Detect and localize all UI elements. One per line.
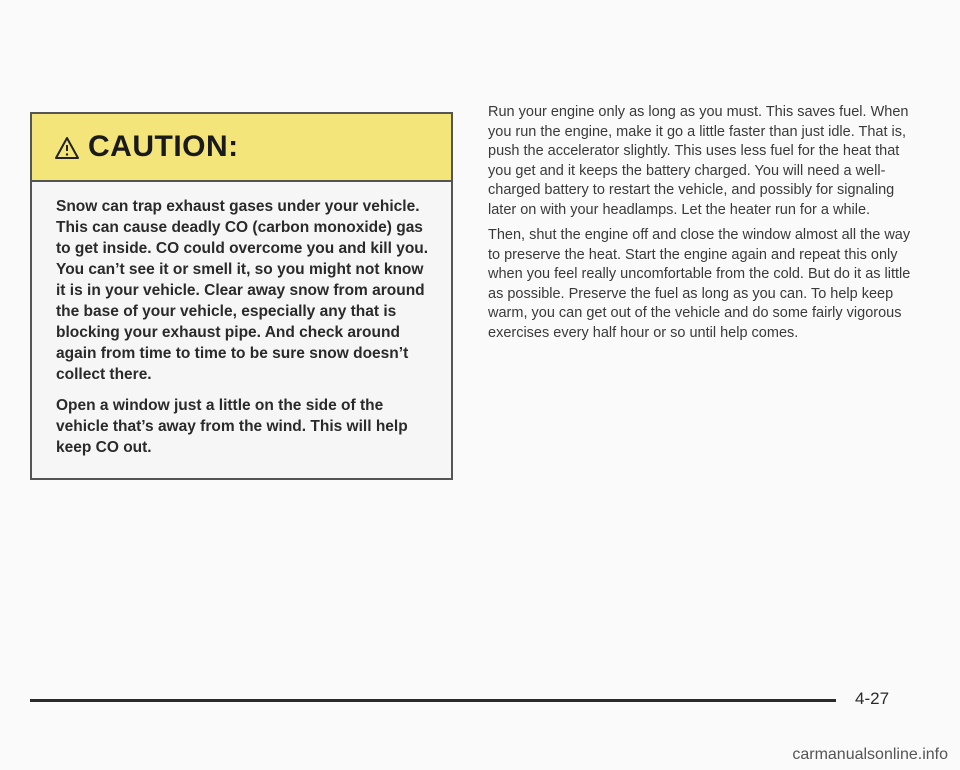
page-number: 4-27 [855, 689, 890, 708]
body-paragraph-2: Then, shut the engine off and close the window almost all the way to preserve the heat. Start the engine again and repeat this only when you feel really uncomfortable from the cold. But do it as little as possible. Preserve the fuel as long as you can. To help keep warm, you can get out of the vehicle and do some fairly vigorous exercises every half hour or so until help comes. [488, 227, 911, 341]
watermark: carmanualsonline.info [792, 746, 948, 763]
caution-box [30, 112, 453, 480]
body-paragraph-1: Run your engine only as long as you must. This saves fuel. When you run the engine, make it go a little faster than just idle. That is, push the accelerator slightly. This uses less fuel for the heat that you get and it keeps the battery charged. You will need a well-charged battery to restart the vehicle, and possibly for signaling later on with your headlamps. Let the heater run for a while. [488, 104, 909, 218]
caution-body [32, 182, 451, 458]
footer-rule [30, 699, 836, 702]
caution-paragraph-2: Open a window just a little on the side of the vehicle that’s away from the wind. This will help keep CO out. [56, 397, 408, 456]
warning-triangle-icon [54, 136, 80, 160]
body-text-column [488, 103, 918, 349]
caution-title: CAUTION: [88, 130, 239, 163]
caution-paragraph-1: Snow can trap exhaust gases under your vehicle. This can cause deadly CO (carbon monoxide) gas to get inside. CO could overcome you and kill you. You can’t see it or smell it, so you might not know it is in your vehicle. Clear away snow from around the base of your vehicle, especially any that is blocking your exhaust pipe. And check around again from time to time to be sure snow doesn’t collect there. [56, 198, 429, 383]
caution-header [32, 114, 451, 182]
